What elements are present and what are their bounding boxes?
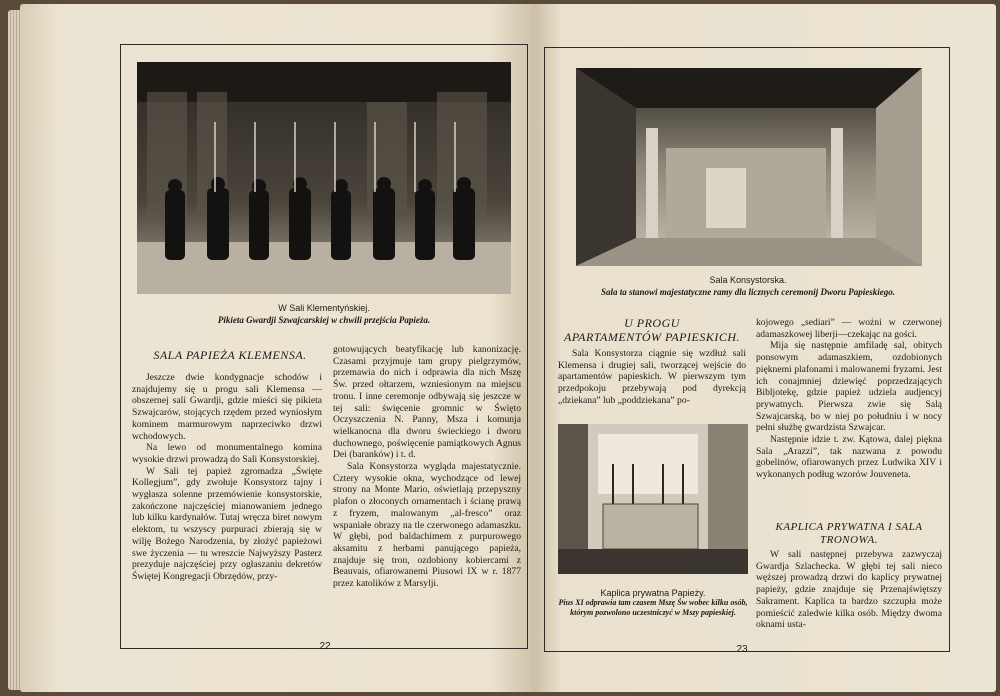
heading-line: KAPLICA PRYWATNA I SALA	[775, 521, 923, 533]
left-page-column-2	[333, 344, 521, 590]
section-heading-kaplica	[754, 521, 944, 547]
caption-subtitle: Pikieta Gwardji Szwajcarskiej w chwili przejścia Papieża.	[217, 315, 431, 325]
private-chapel-photo	[558, 424, 748, 574]
paragraph: kojowego „sediari” — woźni w czerwonej adamaszkowej liberji—czekając na gości.	[756, 317, 942, 340]
consistory-hall-photo	[576, 68, 922, 266]
right-page-column-1	[558, 348, 746, 407]
paragraph: Na lewo od monumentalnego komina wysokie drzwi prowadzą do Sali Konsystorskiej.	[132, 442, 322, 465]
paragraph: Następnie idzie t. zw. Kątowa, dalej piękna Sala „Arazzi”, tak nazwana z powodu gobelinów, ofiarowanych przez Ludwika XIV i wykonanych podług wzorów Jouveneta.	[756, 434, 942, 481]
heading-line: TRONOWA.	[820, 534, 878, 546]
section-heading-u-progu	[554, 316, 750, 344]
paragraph: Jeszcze dwie kondygnacje schodów i znajdujemy się u progu sali Klemensa — obszernej sali Gwardji, gdzie mieści się pikieta Szwajcarów, stojących rzędem przed wyniosłym kominem marmurowym naprzeciwko drzwi wchodowych.	[132, 372, 322, 442]
right-page	[532, 4, 996, 692]
right-page-column-2b	[756, 549, 942, 631]
consistory-hall-caption	[562, 274, 934, 298]
paragraph: W sali następnej przebywa zazwyczaj Gwardja Szlachecka. W głębi tej sali nieco węższej prowadzą drzwi do kaplicy prywatnej papieży, gdzie znajduje się Przenajświętszy Sakrament. Kaplica ta bardzo szczupła może pomieścić zaledwie kilka osób. Między dwoma oknami usta-	[756, 549, 942, 631]
private-chapel-caption	[558, 588, 748, 618]
right-page-column-2a	[756, 317, 942, 481]
caption-subtitle: Pius XI odprawia tam czasem Mszę Św wobec kilku osób, którym pozwolono uczestniczyć w Mszy papieskiej.	[558, 598, 748, 617]
paragraph: Mija się następnie amfiladę sal, obitych ponsowym adamaszkiem, ozdobionych pięknemi plafonami i malowanemi fryzami. Jest ich conajmniej dziewięć poprzedzających Bibljotekę, gdzie papież udziela audjencyj prywatnych. Pierwsza zwie się Salą Szwajcarską, bo w niej po południu i w nocy pełni służbę gwardzista Szwajcar.	[756, 340, 942, 434]
caption-title: Sala Konsystorska.	[709, 275, 787, 285]
caption-subtitle: Sala ta stanowi majestatyczne ramy dla licznych ceremonij Dworu Papieskiego.	[601, 287, 895, 297]
left-page	[20, 4, 532, 692]
section-heading-sala-klemensa: SALA PAPIEŻA KLEMENSA.	[153, 348, 307, 362]
caption-title: W Sali Klementyńskiej.	[278, 303, 370, 313]
left-page-column-1	[132, 372, 322, 583]
page-number-right: 23	[736, 644, 748, 655]
swiss-guard-caption	[137, 302, 511, 326]
paragraph: Sala Konsystorza wygląda majestatycznie. Cztery wysokie okna, wychodzące od lewej strony na Monte Mario, oświetlają przepyszny plafon o złoconych ornamentach i ścianę prawą z fryzem, malowanym „al-fresco” oraz wspaniałe obrazy na tle czerwonego adamaszku. W głębi, pod baldachimem z purpurowego aksamitu z herbami panującego papieża, znajduje się tron, ozdobiony kobiercami z Beauvais, ofiarowanemi Piusowi IX w r. 1877 przez katolików z Marsylji.	[333, 461, 521, 590]
swiss-guard-photo	[137, 62, 511, 294]
heading-line: APARTAMENTÓW PAPIESKICH.	[564, 330, 740, 344]
page-number-left: 22	[319, 641, 331, 652]
paragraph: gotowujących beatyfikację lub kanonizację. Czasami przyjmuje tam grupy pielgrzymów, przemawia do nich i odprawia dla nich Mszę Św. przed ołtarzem, wzniesionym na miejscu tronu. I inne ceremonje odbywają się jeszcze w tej sali: święcenie gromnic w Święto Oczyszczenia N. Panny, Msza i komunja wielkanocna dla dworu świeckiego i dworu duchownego, poświęcenie pamiątkowych Agnus Dei (baranków) i t. d.	[333, 344, 521, 461]
caption-title: Kaplica prywatna Papieży.	[600, 588, 706, 598]
paragraph: W Sali tej papież zgromadza „Święte Kollegjum”, gdy zwołuje Konsystorz tajny i wygłasza solenne przemówienie konsystorskie, zakończone najczęściej mianowaniem jednego lub kilku kardynałów. Tutaj wręcza biret nowym elektom, tu wszyscy purpuraci zbierają się w wilję Bożego Narodzenia, by złożyć papieżowi swe życzenia — tu wreszcie Najwyższy Pasterz prezyduje najczęściej przy ogłaszaniu dekretów Świętej Kongregacji Obrzędów, przy-	[132, 465, 322, 582]
heading-line: U PROGU	[624, 316, 680, 330]
paragraph: Sala Konsystorza ciągnie się wzdłuż sali Klemensa i drugiej sali, tworzącej wejście do apartamentów papieskich. W pierwszym tym przedpokoju przebywają pod dyrekcją „dziekana” lub „poddziekana” po-	[558, 348, 746, 406]
